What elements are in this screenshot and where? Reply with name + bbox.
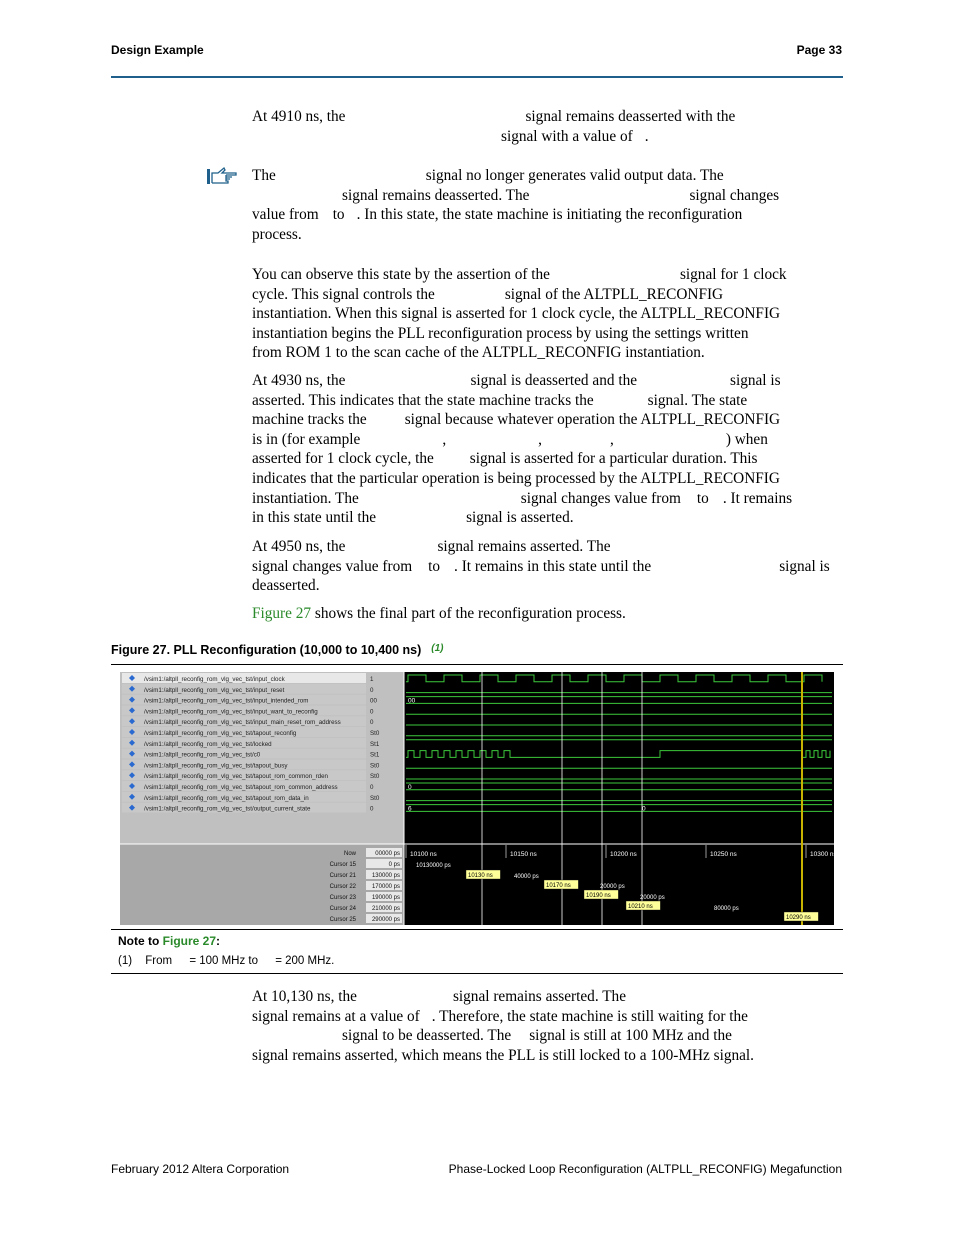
note-figure-link[interactable]: Figure 27 [162, 934, 217, 948]
cursor-value: 290000 ps [371, 917, 400, 923]
signal-value: St0 [370, 730, 380, 737]
signal-name: /vsim1:/altpll_reconfig_rom_vlg_vec_tst/tapout_rom_common_address [144, 784, 338, 791]
cursor-delta-label: 10170 ns [546, 883, 571, 889]
figure-notes-title: Note to Figure 27: [118, 934, 221, 948]
signal-name: /vsim1:/altpll_reconfig_rom_vlg_vec_tst/locked [144, 740, 272, 748]
cursor-name: Now [343, 851, 356, 857]
pointing-hand-icon [206, 166, 238, 186]
time-tick-label: 10200 ns [610, 851, 637, 858]
cursor-name: Cursor 23 [329, 895, 356, 901]
page-number: Page 33 [796, 43, 842, 57]
cursor-value: 00000 ps [375, 851, 400, 857]
notes-bottom-rule [111, 973, 843, 974]
cursor-value: 190000 ps [371, 895, 400, 901]
cursor-delta-label: 20000 ps [600, 884, 625, 890]
time-tick-label: 10150 ns [510, 851, 537, 858]
signal-value: 1 [370, 676, 374, 683]
signal-value: St1 [370, 740, 380, 748]
signal-name: /vsim1:/altpll_reconfig_rom_vlg_vec_tst/output_current_state [144, 805, 311, 813]
waveform-screenshot [120, 672, 837, 925]
cursor-value: 130000 ps [371, 873, 400, 879]
time-tick-label: 10100 ns [410, 851, 437, 858]
paragraph-4910ns: At 4910 ns, the signal remains deasserted with the signal with a value of . [252, 108, 736, 145]
caption-note-ref[interactable]: (1) [431, 643, 444, 654]
cursor-name: Cursor 24 [329, 906, 356, 912]
paragraph-figure-ref: Figure 27 shows the final part of the reconfiguration process. [252, 605, 626, 622]
signal-name: /vsim1:/altpll_reconfig_rom_vlg_vec_tst/input_want_to_reconfig [144, 708, 318, 716]
signal-name: /vsim1:/altpll_reconfig_rom_vlg_vec_tst/tapout_rom_common_rden [144, 773, 328, 781]
signal-value: St0 [370, 762, 380, 770]
signal-name: /vsim1:/altpll_reconfig_rom_vlg_vec_tst/tapout_rom_data_in [144, 794, 309, 802]
figure-note-1: (1) From = 100 MHz to = 200 MHz. [118, 955, 335, 967]
cursor-name: Cursor 15 [329, 862, 356, 868]
figure-top-rule [111, 664, 843, 665]
cursor-value: 170000 ps [371, 884, 400, 890]
paragraph-4950ns: At 4950 ns, the signal remains asserted. The signal changes value from to . It remains in this state until the signal is deasserted. [252, 538, 830, 595]
signal-name: /vsim1:/altpll_reconfig_rom_vlg_vec_tst/input_intended_rom [144, 697, 309, 705]
signal-name: /vsim1:/altpll_reconfig_rom_vlg_vec_tst/c0 [144, 751, 261, 759]
figure-bottom-rule [111, 929, 843, 930]
running-header-left: Design Example [111, 43, 204, 57]
signal-value: 00 [370, 697, 377, 705]
header-rule [111, 76, 843, 78]
time-tick-label: 10250 ns [710, 851, 737, 858]
cursor-delta-label: 10190 ns [586, 893, 611, 899]
signal-value: 0 [370, 719, 374, 727]
signal-name: /vsim1:/altpll_reconfig_rom_vlg_vec_tst/tapout_busy [144, 762, 288, 770]
cursor-delta-label: 10210 ns [628, 904, 653, 910]
signal-value: St0 [370, 794, 380, 802]
cursor-name: Cursor 22 [329, 884, 356, 890]
bus-value-state-a: 6 [408, 805, 412, 813]
time-tick-label: 10300 ns [810, 851, 837, 858]
footer-right: Phase-Locked Loop Reconfiguration (ALTPLL_RECONFIG) Megafunction [448, 1162, 842, 1176]
cursor-delta-label: 80000 ps [714, 906, 739, 912]
signal-value: 0 [370, 686, 374, 694]
note-paragraph: The signal no longer generates valid output data. The signal remains deasserted. The signal changes value from to . In this state, the state machine is initiating the reconfiguration process. [252, 167, 780, 243]
cursor-name: Cursor 21 [329, 873, 356, 879]
signal-value: 0 [370, 805, 374, 813]
cursor-delta-label: 20000 ps [640, 895, 665, 901]
cursor-value: 0 ps [388, 862, 400, 868]
cursor-name: Cursor 25 [329, 917, 356, 923]
signal-name: /vsim1:/altpll_reconfig_rom_vlg_vec_tst/input_main_reset_rom_address [144, 719, 341, 727]
signal-value: St1 [370, 751, 380, 759]
paragraph-observe-state: You can observe this state by the assertion of the signal for 1 clock cycle. This signal controls the signal of the ALTPLL_RECONFIG instantiation. When this signal is asserted for 1 clock cycle, the ALTPLL_RECONFIG instantiation begins the PLL reconfiguration process by using the settings written from ROM 1 to the scan cache of the ALTPLL_RECONFIG instantiation. [252, 266, 787, 362]
cursor-delta-label: 10130000 ps [416, 863, 451, 869]
figure-27-link[interactable]: Figure 27 [252, 605, 312, 622]
cursor-delta-label: 10130 ns [468, 873, 493, 879]
signal-value: 0 [370, 708, 374, 716]
bus-value-rom: 00 [408, 697, 416, 705]
signal-name: /vsim1:/altpll_reconfig_rom_vlg_vec_tst/input_reset [144, 686, 285, 694]
signal-name: /vsim1:/altpll_reconfig_rom_vlg_vec_tst/tapout_reconfig [144, 730, 297, 737]
signal-name: /vsim1:/altpll_reconfig_rom_vlg_vec_tst/input_clock [144, 676, 285, 683]
figure-caption: Figure 27. PLL Reconfiguration (10,000 to 10,400 ns) $^{(1)}$ [111, 643, 444, 657]
paragraph-4930ns: At 4930 ns, the signal is deasserted and the signal is asserted. This indicates that the state machine tracks the signal. The state machine tracks the signal because whatever operation the ALTPLL_RECONFIG is in (for example , , , ) when asserted for 1 clock cycle, the signal is asserted for a particular duration. This indicates that the particular operation is being processed by the ALTPLL_RECONFIG instantiation. The signal changes value from to . It remains in this state until the signal is asserted. [252, 372, 793, 527]
paragraph-10130ns: At 10,130 ns, the signal remains asserted. The signal remains at a value of . Therefore, the state machine is still waiting for the signal to be deasserted. The signal is still at 100 MHz and the signal remains asserted, which means the PLL is still locked to a 100-MHz signal. [252, 988, 755, 1064]
signal-value: 0 [370, 784, 374, 791]
cursor-delta-label: 40000 ps [514, 874, 539, 880]
cursor-value: 210000 ps [371, 906, 400, 912]
bus-value-state-b: 0 [642, 805, 646, 813]
footer-left: February 2012 Altera Corporation [111, 1162, 290, 1176]
bus-value-addr: 0 [408, 784, 412, 791]
signal-value: St0 [370, 773, 380, 781]
cursor-delta-label: 10290 ns [786, 915, 811, 921]
